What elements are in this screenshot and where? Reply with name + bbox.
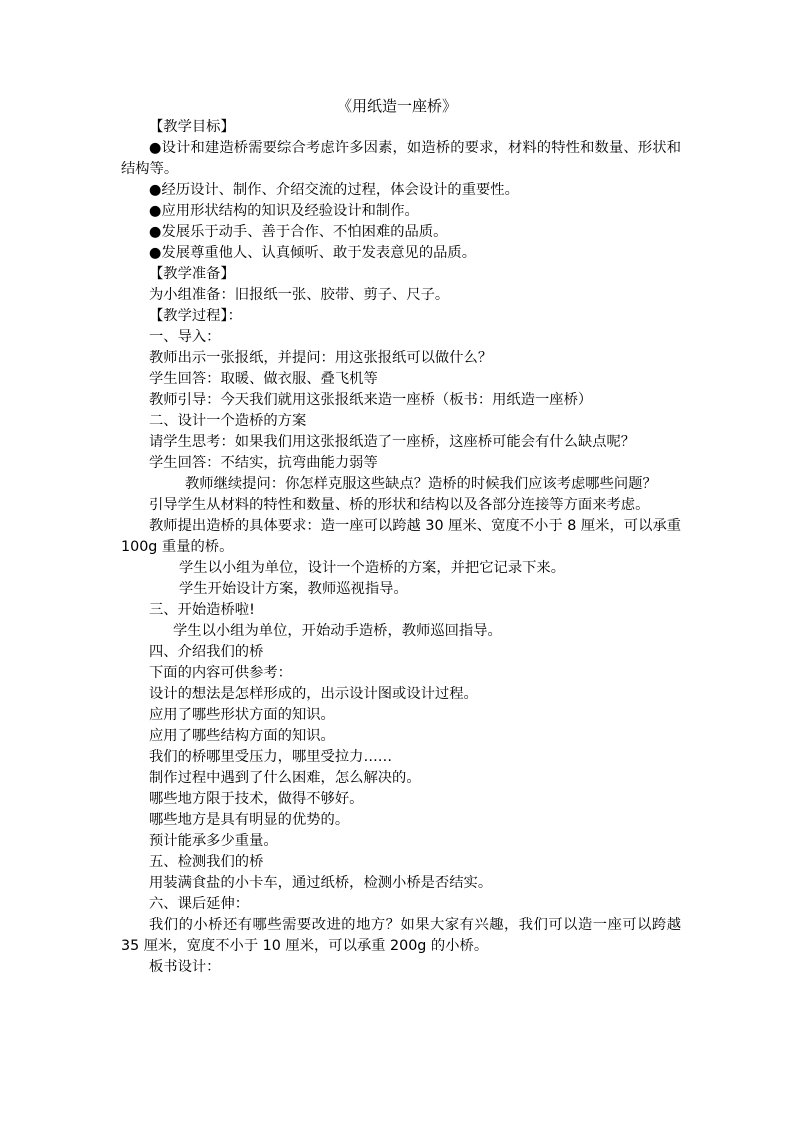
paragraph-line: 学生开始设计方案，教师巡视指导。: [179, 581, 408, 597]
paragraph-line: 用装满食盐的小卡车，通过纸桥，检测小桥是否结实。: [149, 875, 493, 891]
paragraph-line: 我们的小桥还有哪些需要改进的地方？如果大家有兴趣，我们可以造一座可以跨越 35 厘米，宽度不小于 10 厘米，可以承重 200g 的小桥。: [121, 917, 681, 954]
paragraph-line: 【教学目标】: [149, 119, 235, 135]
paragraph-line: 五、检测我们的桥: [149, 854, 264, 870]
paragraph-line: 哪些地方限于技术，做得不够好。: [149, 791, 364, 807]
paragraph-line: ●应用形状结构的知识及经验设计和制作。: [149, 203, 419, 219]
paragraph-line: 三、开始造桥啦!: [149, 602, 255, 618]
paragraph-line: 教师提出造桥的具体要求：造一座可以跨越 30 厘米、宽度不小于 8 厘米，可以承重 100g 重量的桥。: [121, 518, 681, 555]
paragraph-line: 【教学过程】：: [149, 308, 242, 324]
paragraph-line: 请学生思考：如果我们用这张报纸造了一座桥，这座桥可能会有什么缺点呢？: [149, 434, 636, 450]
paragraph-line: 预计能承多少重量。: [149, 833, 278, 849]
paragraph-line: 学生回答：不结实，抗弯曲能力弱等: [149, 455, 378, 471]
paragraph-line: 教师引导：今天我们就用这张报纸来造一座桥（板书：用纸造一座桥）: [149, 392, 593, 408]
paragraph-line: 应用了哪些结构方面的知识。: [149, 728, 335, 744]
paragraph-line: 二、设计一个造桥的方案: [149, 413, 307, 429]
paragraph-line: 应用了哪些形状方面的知识。: [149, 707, 335, 723]
paragraph-line: 学生回答：取暖、做衣服、叠飞机等: [149, 371, 378, 387]
paragraph-line: 教师出示一张报纸，并提问：用这张报纸可以做什么？: [149, 350, 493, 366]
paragraph-line: 哪些地方是具有明显的优势的。: [149, 812, 350, 828]
paragraph-line: 引导学生从材料的特性和数量、桥的形状和结构以及各部分连接等方面来考虑。: [149, 497, 650, 513]
paragraph-line: 下面的内容可供参考：: [149, 665, 292, 681]
paragraph-line: 板书设计：: [149, 959, 221, 975]
document-body: [121, 117, 681, 978]
paragraph-line: 学生以小组为单位，设计一个造桥的方案，并把它记录下来。: [179, 560, 566, 576]
paragraph-line: ●设计和建造桥需要综合考虑许多因素，如造桥的要求，材料的特性和数量、形状和结构等。: [121, 140, 681, 177]
paragraph-line: ●经历设计、制作、介绍交流的过程，体会设计的重要性。: [149, 182, 519, 198]
paragraph-line: 设计的想法是怎样形成的，出示设计图或设计过程。: [149, 686, 478, 702]
paragraph-line: 一、导入：: [149, 329, 221, 345]
paragraph-line: 教师继续提问：你怎样克服这些缺点？造桥的时候我们应该考虑哪些问题？: [185, 476, 657, 492]
paragraph-line: ●发展乐于动手、善于合作、不怕困难的品质。: [149, 224, 448, 240]
paragraph-line: 六、课后延伸：: [149, 896, 250, 912]
paragraph-line: 制作过程中遇到了什么困难，怎么解决的。: [149, 770, 421, 786]
paragraph-line: 四、介绍我们的桥: [149, 644, 264, 660]
paragraph-line: ●发展尊重他人、认真倾听、敢于发表意见的品质。: [149, 245, 477, 261]
document-title: 《用纸造一座桥》: [336, 97, 457, 115]
paragraph-line: 为小组准备：旧报纸一张、胶带、剪子、尺子。: [149, 287, 450, 303]
paragraph-line: 【教学准备】: [149, 266, 235, 282]
paragraph-line: 我们的桥哪里受压力，哪里受拉力……: [149, 749, 393, 765]
paragraph-line: 学生以小组为单位，开始动手造桥，教师巡回指导。: [173, 623, 502, 639]
